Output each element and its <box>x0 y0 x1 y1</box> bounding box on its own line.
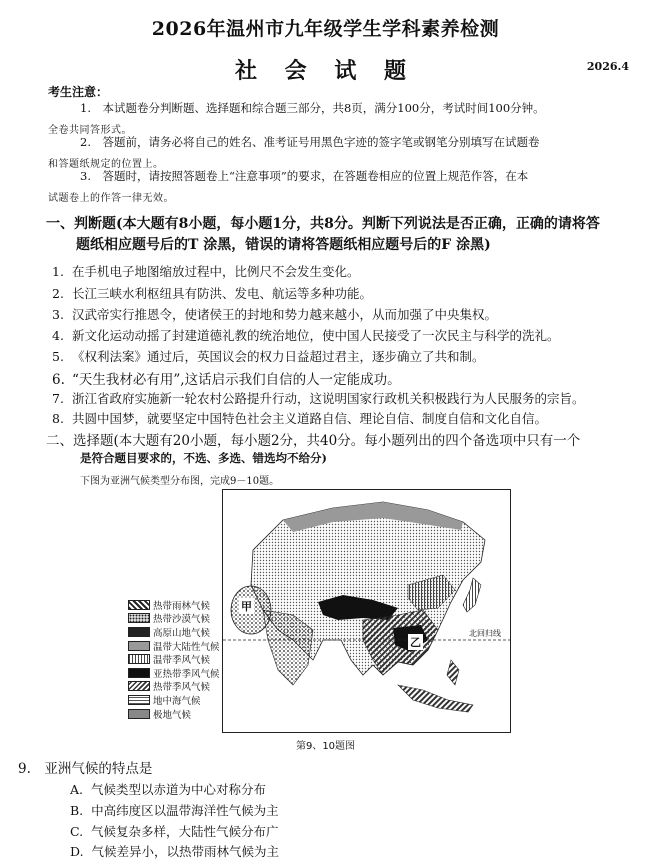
judge-question-2: 2. 长江三峡水利枢纽具有防洪、发电、航运等多种功能。 <box>52 286 373 301</box>
judge-question-1: 1. 在手机电子地图缩放过程中，比例尺不会发生变化。 <box>52 264 360 279</box>
swatch <box>128 641 150 651</box>
swatch <box>128 613 150 623</box>
swatch <box>128 600 150 610</box>
notice-item-2-cont: 和答题纸规定的位置上。 <box>48 159 164 170</box>
swatch <box>128 668 150 678</box>
question-9-option-d: D. 气候差异小，以热带雨林气候为主 <box>70 844 280 859</box>
judge-question-4: 4. 新文化运动动摇了封建道德礼教的统治地位，使中国人民接受了一次民主与科学的洗礼。 <box>52 328 560 343</box>
legend-item: 高原山地气候 <box>128 625 220 639</box>
judge-question-6: 6. “天生我材必有用”,这话启示我们自信的人一定能成功。 <box>52 372 401 388</box>
climate-legend <box>128 598 220 720</box>
notice-heading: 考生注意： <box>48 85 109 99</box>
section2-heading: 二、选择题(本大题有20小题，每小题2分，共40分。每小题列出的四个备选项中只有一个 <box>46 433 581 449</box>
judge-question-7: 7. 浙江省政府实施新一轮农村公路提升行动，这说明国家行政机关积极践行为人民服务的宗旨。 <box>52 391 585 406</box>
label-jia: 甲 <box>241 600 252 613</box>
label-tropic: 北回归线 <box>469 629 501 638</box>
asia-climate-map <box>222 489 511 733</box>
swatch <box>128 695 150 705</box>
label-yi: 乙 <box>410 636 421 649</box>
legend-item: 地中海气候 <box>128 693 220 707</box>
map-caption: 第9、10题图 <box>295 741 356 752</box>
notice-item-3-cont: 试题卷上的作答一律无效。 <box>48 193 174 204</box>
legend-item: 温带季风气候 <box>128 652 220 666</box>
notice-item-2: 2. 答题前，请务必将自己的姓名、准考证号用黑色字迹的签字笔或钢笔分别填写在试题卷 <box>80 135 540 149</box>
legend-item: 亚热带季风气候 <box>128 666 220 680</box>
asia-map-graphic <box>223 490 511 733</box>
question-9-option-c: C. 气候复杂多样，大陆性气候分布广 <box>70 824 279 839</box>
notice-item-1-cont: 全卷共同答形式。 <box>48 125 132 136</box>
southeast-islands <box>398 685 473 712</box>
swatch <box>128 681 150 691</box>
map-intro: 下图为亚洲气候类型分布图，完成9－10题。 <box>80 476 280 487</box>
legend-item: 温带大陆性气候 <box>128 639 220 653</box>
question-9-stem: 9. 亚洲气候的特点是 <box>18 761 153 777</box>
swatch <box>128 709 150 719</box>
judge-question-5: 5. 《权利法案》通过后，英国议会的权力日益超过君主，逐步确立了共和制。 <box>52 349 485 364</box>
legend-item: 热带季风气候 <box>128 680 220 694</box>
legend-item: 极地气候 <box>128 707 220 721</box>
question-9-option-a: A. 气候类型以赤道为中心对称分布 <box>70 782 266 797</box>
judge-question-3: 3. 汉武帝实行推恩令，使诸侯王的封地和势力越来越小，从而加强了中央集权。 <box>52 307 498 322</box>
philippines <box>447 660 459 685</box>
exam-title: 2026年温州市九年级学生学科素养检测 <box>151 18 500 40</box>
legend-item: 热带雨林气候 <box>128 598 220 612</box>
question-9-option-b: B. 中高纬度区以温带海洋性气候为主 <box>70 803 279 818</box>
notice-item-1: 1. 本试题卷分判断题、选择题和综合题三部分，共8页，满分100分，考试时间100分钟。 <box>80 101 545 115</box>
section2-heading-cont: 是符合题目要求的，不选、多选、错选均不给分) <box>80 451 327 465</box>
swatch <box>128 627 150 637</box>
japan-islands <box>463 578 481 612</box>
exam-date: 2026.4 <box>586 60 629 73</box>
section1-heading: 一、判断题(本大题有8小题，每小题1分，共8分。判断下列说法是否正确，正确的请将答 <box>46 216 600 232</box>
legend-item: 热带沙漠气候 <box>128 612 220 626</box>
section1-heading-cont: 题纸相应题号后的T 涂黑，错误的请将答题纸相应题号后的F 涂黑) <box>76 237 491 253</box>
exam-subtitle: 社 会 试 题 <box>235 58 416 84</box>
swatch <box>128 654 150 664</box>
notice-item-3: 3. 答题时，请按照答题卷上“注意事项”的要求，在答题卷相应的位置上规范作答，在本 <box>80 169 529 183</box>
judge-question-8: 8. 共圆中国梦，就要坚定中国特色社会主义道路自信、理论自信、制度自信和文化自信。 <box>52 411 548 426</box>
